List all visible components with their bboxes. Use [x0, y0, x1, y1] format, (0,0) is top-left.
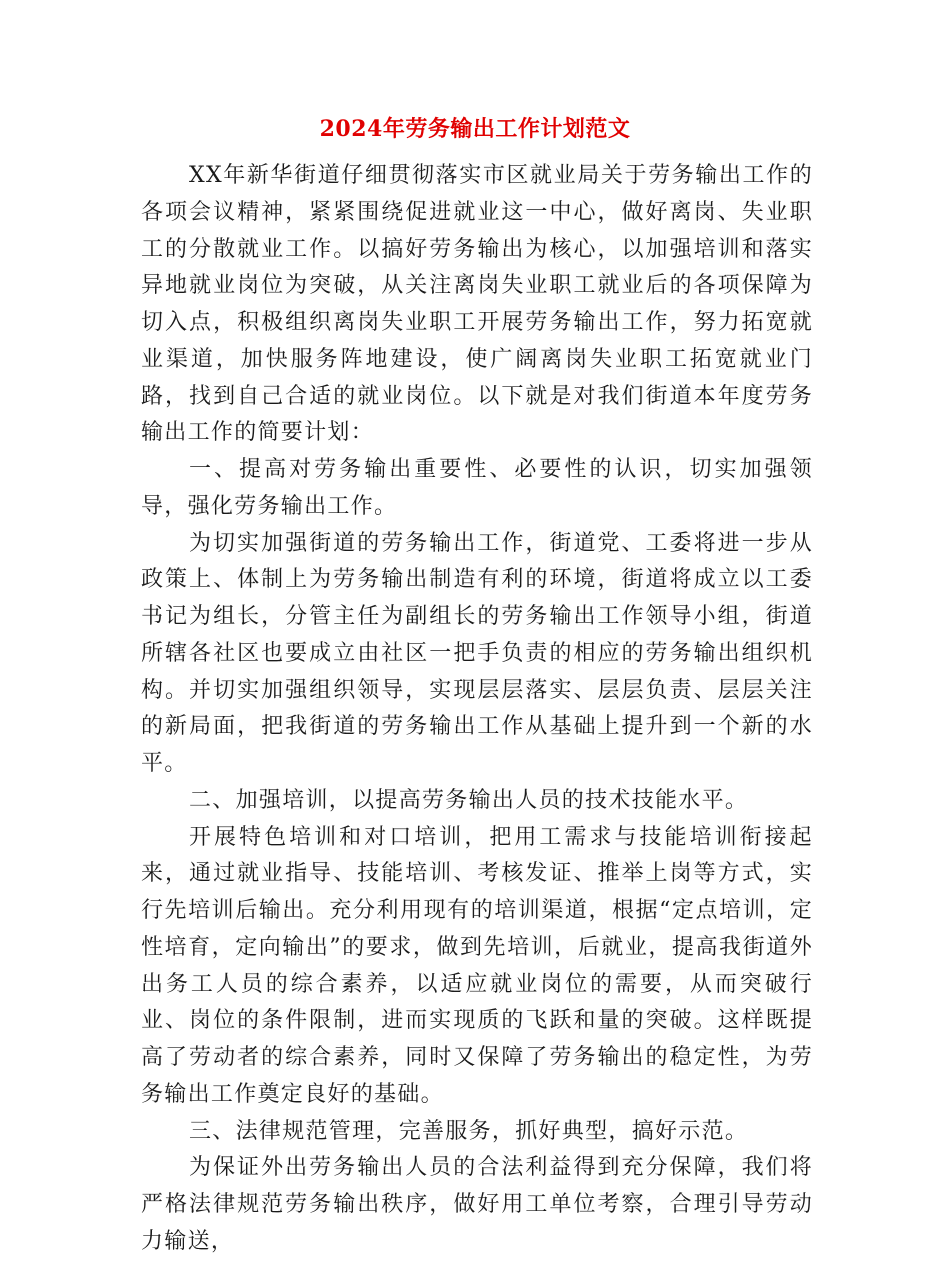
paragraph-section-2-body: 开展特色培训和对口培训，把用工需求与技能培训衔接起来，通过就业指导、技能培训、考核发证、推举上岗等方式，实行先培训后输出。充分利用现有的培训渠道，根据“定点培训，定性培育，定向输出”的要求，做到先培训，后就业，提高我街道外出务工人员的综合素养，以适应就业岗位的需要，从而突破行业、岗位的条件限制，进而实现质的飞跃和量的突破。这样既提高了劳动者的综合素养，同时又保障了劳务输出的稳定性，为劳务输出工作奠定良好的基础。	[141, 824, 813, 1107]
paragraph-section-3-heading: 三、法律规范管理，完善服务，抓好典型，搞好示范。	[189, 1118, 749, 1144]
paragraph-section-1-heading: 一、提高对劳务输出重要性、必要性的认识，切实加强领导，强化劳务输出工作。	[141, 457, 813, 519]
paragraph-section-1-body: 为切实加强街道的劳务输出工作，街道党、工委将进一步从政策上、体制上为劳务输出制造有利的环境，街道将成立以工委书记为组长，分管主任为副组长的劳务输出工作领导小组，街道所辖各社区也要成立由社区一把手负责的相应的劳务输出组织机构。并切实加强组织领导，实现层层落实、层层负责、层层关注的新局面，把我街道的劳务输出工作从基础上提升到一个新的水平。	[141, 530, 813, 776]
paragraph-section-2-heading: 二、加强培训，以提高劳务输出人员的技术技能水平。	[189, 787, 749, 813]
paragraph-section-3-body: 为保证外出劳务输出人员的合法利益得到充分保障，我们将严格法律规范劳务输出秩序，做好用工单位考察，合理引导劳动力输送，	[141, 1155, 813, 1254]
document-title: 2024年劳务输出工作计划范文	[319, 116, 631, 142]
document-body	[141, 158, 813, 1261]
paragraph-intro: XX年新华街道仔细贯彻落实市区就业局关于劳务输出工作的各项会议精神，紧紧围绕促进就业这一中心，做好离岗、失业职工的分散就业工作。以搞好劳务输出为核心，以加强培训和落实异地就业岗位为突破，从关注离岗失业职工就业后的各项保障为切入点，积极组织离岗失业职工开展劳务输出工作，努力拓宽就业渠道，加快服务阵地建设，使广阔离岗失业职工拓宽就业门路，找到自己合适的就业岗位。以下就是对我们街道本年度劳务输出工作的简要计划：	[141, 163, 813, 446]
